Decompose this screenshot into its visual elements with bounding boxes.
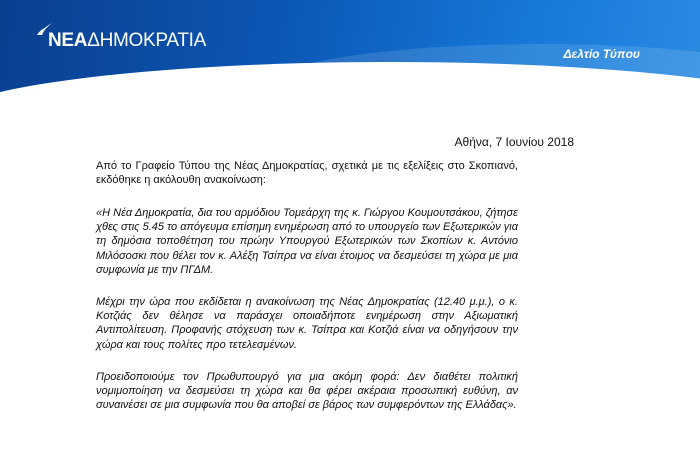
quote-paragraph-1: «Η Νέα Δημοκρατία, δια του αρμόδιου Τομεάρχη της κ. Γιώργου Κουμουτσάκου, ζήτησε χθες στις 5.45 το απόγευμα επίσημη ενημέρωση από το υπουργείο των Εξωτερικών για τη δημόσια τοποθέτηση του πρώην Υπουργού Εξωτερικών των Σκοπίων κ. Αντόνιο Μιλόσοσκι που θέλει τον κ. Αλέξη Τσίπρα να είναι έτοιμος να δεσμεύσει τη χώρα με μια συμφωνία με την ΠΓΔΜ.: [96, 207, 518, 276]
banner-swoosh: [0, 62, 700, 105]
party-name-rest: ΔΗΜΟΚΡΑΤΙΑ: [87, 30, 206, 51]
dateline: Αθήνα, 7 Ιουνίου 2018: [454, 135, 574, 149]
party-name-bold: ΝΕΑ: [48, 30, 88, 51]
document-type-label: Δελτίο Τύπου: [563, 47, 640, 61]
letterhead-banner: [0, 0, 700, 105]
quote-paragraph-2: Μέχρι την ώρα που εκδίδεται η ανακοίνωση της Νέας Δημοκρατίας (12.40 μ.μ.), ο κ. Κοτζιάς δεν θέλησε να παράσχει οποιαδήποτε ενημέρωση στην Αξιωματική Αντιπολίτευση. Προφανής στόχευση των κ. Τσίπρα και Κοτζιά είναι να οδηγήσουν την χώρα και τους πολίτες προ τετελεσμένων.: [96, 296, 518, 351]
intro-paragraph: Από το Γραφείο Τύπου της Νέας Δημοκρατίας, σχετικά με τις εξελίξεις στο Σκοπιανό, εκδόθηκε η ακόλουθη ανακοίνωση:: [96, 160, 518, 187]
quote-paragraph-3: Προειδοποιούμε τον Πρωθυπουργό για μια ακόμη φορά: Δεν διαθέτει πολιτική νομιμοποίηση να δεσμεύσει τη χώρα και θα φέρει ακέραια προσωπική ευθύνη, αν συναινέσει σε μια συμφωνία που θα αποβεί σε βάρος των συμφερόντων της Ελλάδας».: [96, 371, 518, 412]
party-name: [48, 30, 206, 52]
